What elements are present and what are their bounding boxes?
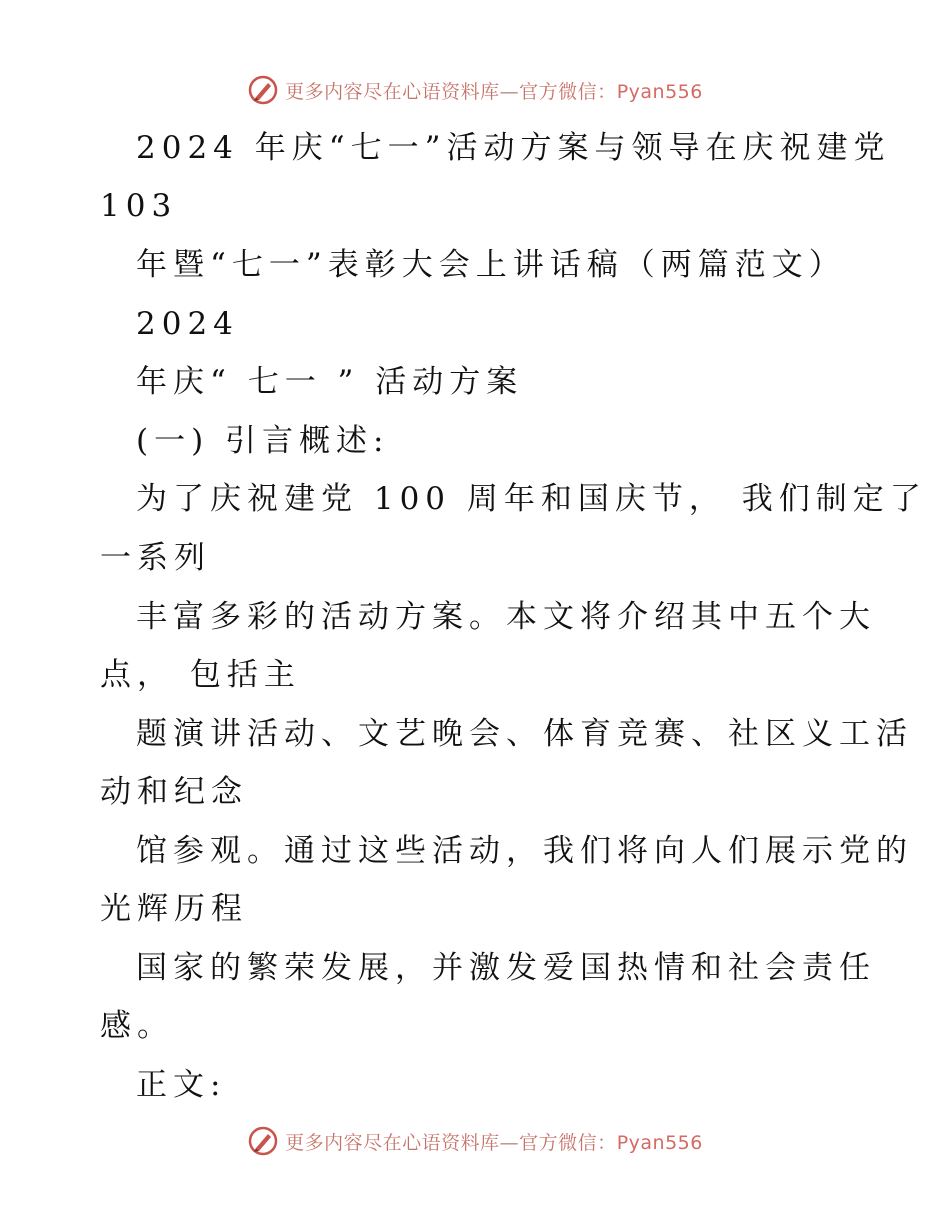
paragraph-line: 题演讲活动、文艺晚会、体育竞赛、社区义工活 bbox=[136, 716, 913, 752]
doc-subtitle-plan: 年庆“ 七一 ” 活动方案 bbox=[136, 364, 524, 400]
section-heading-body: 正文: bbox=[136, 1067, 227, 1103]
paragraph-line: 一系列 bbox=[100, 540, 211, 576]
pen-logo-icon bbox=[247, 74, 279, 106]
watermark-text: 更多内容尽在心语资料库—官方微信：Pyan556 bbox=[285, 80, 703, 103]
doc-title-line-3: 年暨“七一”表彰大会上讲话稿（两篇范文） bbox=[136, 247, 846, 283]
watermark-text: 更多内容尽在心语资料库—官方微信：Pyan556 bbox=[285, 1131, 703, 1154]
header-watermark bbox=[0, 70, 950, 110]
doc-subtitle-year: 2024 bbox=[136, 306, 239, 342]
paragraph-line: 点， 包括主 bbox=[100, 657, 301, 693]
paragraph-line: 光辉历程 bbox=[100, 891, 248, 927]
paragraph-line: 动和纪念 bbox=[100, 774, 248, 810]
paragraph-line: 感。 bbox=[100, 1008, 174, 1044]
doc-title-line-2: 103 bbox=[100, 188, 178, 224]
footer-watermark bbox=[0, 1121, 950, 1161]
paragraph-line: 为了庆祝建党 100 周年和国庆节， 我们制定了 bbox=[136, 481, 927, 517]
paragraph-line: 馆参观。通过这些活动，我们将向人们展示党的 bbox=[136, 833, 913, 869]
paragraph-line: 国家的繁荣发展，并激发爱国热情和社会责任 bbox=[136, 950, 876, 986]
paragraph-line: 丰富多彩的活动方案。本文将介绍其中五个大 bbox=[136, 599, 876, 635]
pen-logo-icon bbox=[247, 1125, 279, 1157]
doc-title-line-1: 2024 年庆“七一”活动方案与领导在庆祝建党 bbox=[136, 130, 891, 166]
section-heading-intro: (一) 引言概述: bbox=[136, 423, 390, 459]
